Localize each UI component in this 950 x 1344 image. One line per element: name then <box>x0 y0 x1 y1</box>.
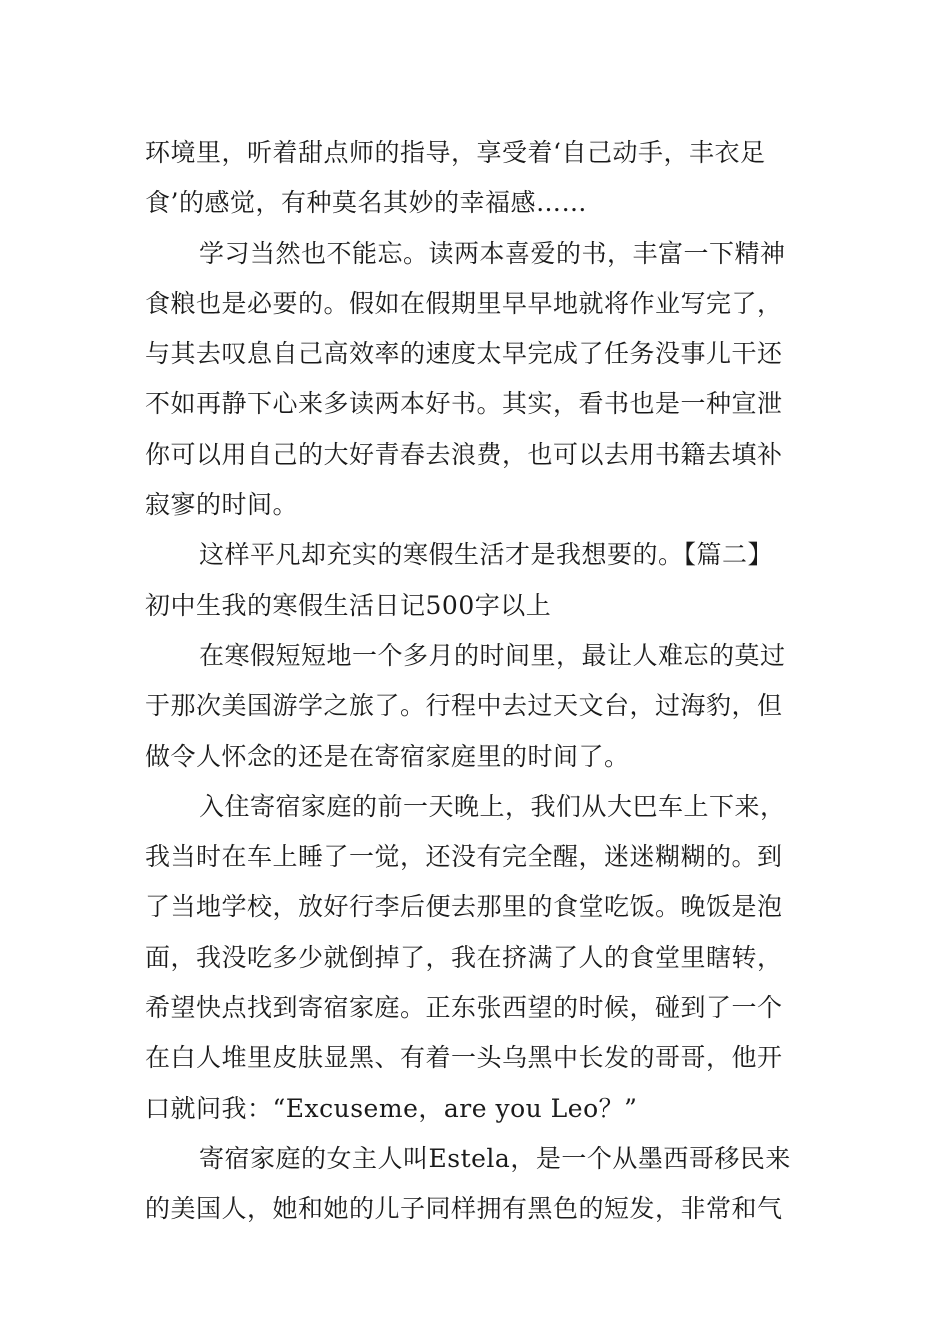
text-line: 你可以用自己的大好青春去浪费，也可以去用书籍去填补 <box>145 439 783 469</box>
text-line: 与其去叹息自己高效率的速度太早完成了任务没事儿干还 <box>145 339 783 369</box>
text-line: 了当地学校，放好行李后便去那里的食堂吃饭。晚饭是泡 <box>145 892 783 922</box>
text-line: 不如再静下心来多读两本好书。其实，看书也是一种宣泄 <box>145 389 783 419</box>
text-line: 做令人怀念的还是在寄宿家庭里的时间了。 <box>145 741 630 771</box>
section-title-line: 初中生我的寒假生活日记500字以上 <box>145 590 552 620</box>
text-line: 面，我没吃多少就倒掉了，我在挤满了人的食堂里瞎转， <box>145 942 783 972</box>
paragraph-first-line: 寄宿家庭的女主人叫Estela，是一个从墨西哥移民来 <box>199 1143 791 1173</box>
text-line: 环境里，听着甜点师的指导，享受着‘自己动手，丰衣足 <box>145 138 766 167</box>
paragraph-first-line: 在寒假短短地一个多月的时间里，最让人难忘的莫过 <box>199 640 786 670</box>
text-line: 于那次美国游学之旅了。行程中去过天文台，过海豹，但 <box>145 691 783 721</box>
text-line: 食粮也是必要的。假如在假期里早早地就将作业写完了， <box>145 288 783 318</box>
document-page <box>145 128 810 1235</box>
text-line: 的美国人，她和她的儿子同样拥有黑色的短发，非常和气 <box>145 1194 783 1224</box>
paragraph-first-line: 入住寄宿家庭的前一天晚上，我们从大巴车上下来， <box>199 791 786 821</box>
text-line: 食’的感觉，有种莫名其妙的幸福感…… <box>145 188 587 218</box>
paragraph-first-line: 学习当然也不能忘。读两本喜爱的书，丰富一下精神 <box>199 238 786 268</box>
text-line: 寂寥的时间。 <box>145 490 299 520</box>
text-line: 希望快点找到寄宿家庭。正东张西望的时候，碰到了一个 <box>145 993 783 1023</box>
text-line: 口就问我：“Excuseme，are you Leo？” <box>145 1093 638 1123</box>
text-line: 在白人堆里皮肤显黑、有着一头乌黑中长发的哥哥，他开 <box>145 1043 783 1073</box>
paragraph-first-line: 这样平凡却充实的寒假生活才是我想要的。【篇二】 <box>199 540 774 570</box>
text-line: 我当时在车上睡了一觉，还没有完全醒，迷迷糊糊的。到 <box>145 842 783 872</box>
